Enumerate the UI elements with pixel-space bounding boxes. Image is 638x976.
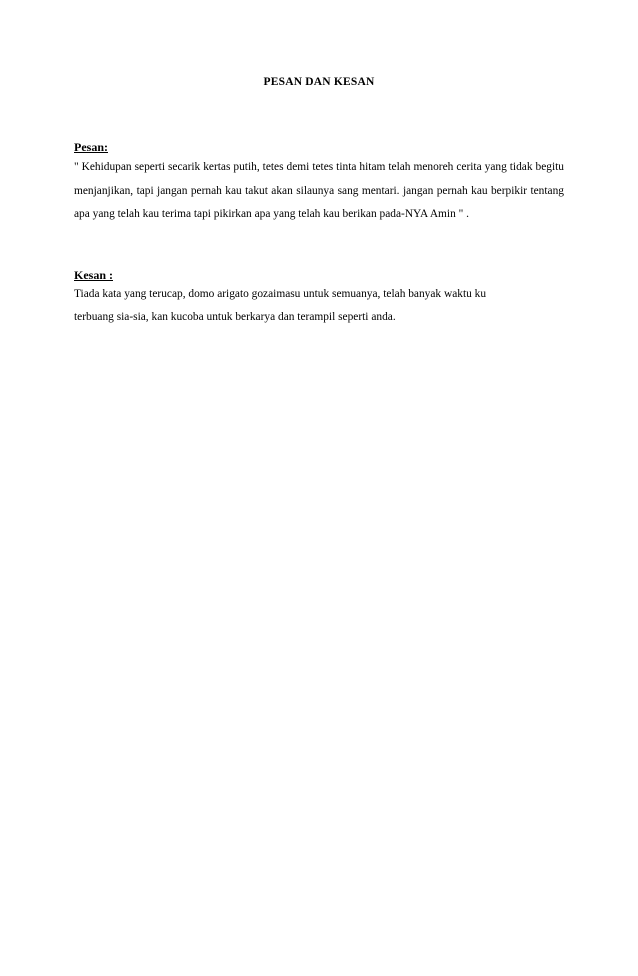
kesan-line: terbuang sia-sia, kan kucoba untuk berkarya dan terampil seperti anda.: [74, 311, 396, 323]
pesan-section: [74, 138, 564, 227]
kesan-paragraph: [74, 283, 564, 329]
document-title: PESAN DAN KESAN: [263, 76, 375, 88]
pesan-paragraph: " Kehidupan seperti secarik kertas putih, tetes demi tetes tinta hitam telah menoreh cerita yang tidak begitu menjanjikan, tapi jangan pernah kau takut akan silaunya sang mentari. jangan pernah kau berpikir tentang apa yang telah kau terima tapi pikirkan apa yang telah kau berikan pada-NYA Amin " .: [74, 161, 564, 220]
kesan-heading: Kesan :: [74, 268, 113, 282]
kesan-line: Tiada kata yang terucap, domo arigato gozaimasu untuk semuanya, telah banyak waktu ku: [74, 288, 487, 300]
pesan-heading: Pesan:: [74, 140, 108, 154]
kesan-section: [74, 266, 564, 329]
